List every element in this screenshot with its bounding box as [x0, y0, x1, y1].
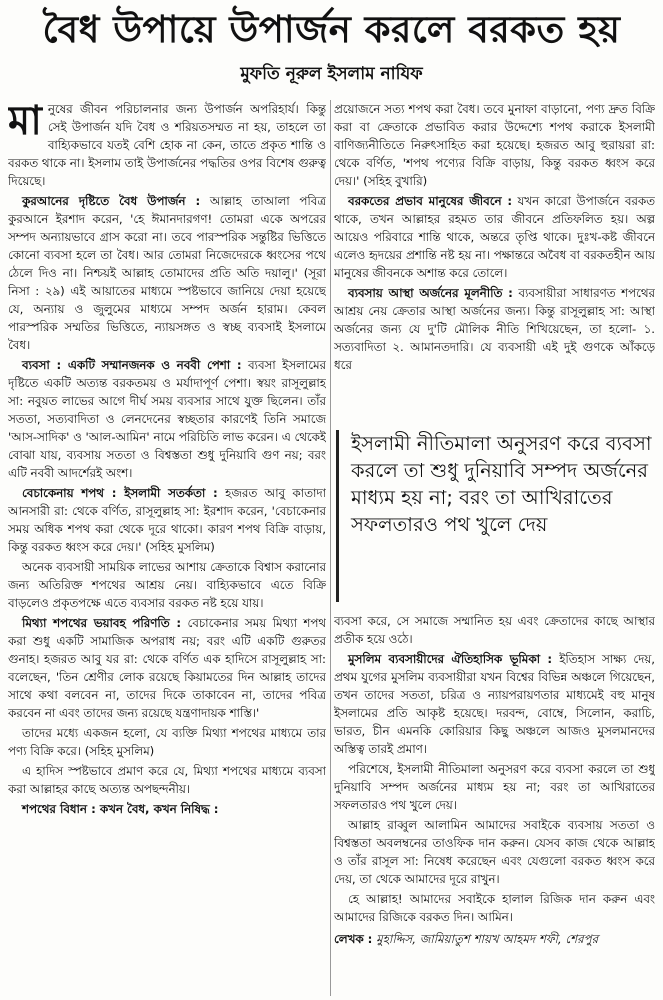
section-heading: বেচাকেনায় শপথ : ইসলামী সতর্কতা : — [22, 486, 218, 500]
pull-quote: ইসলামী নীতিমালা অনুসরণ করে ব্যবসা করলে তা শুধু দুনিয়াবি সম্পদ অর্জনের মাধ্যম হয় না; বরং তা আখিরাতের সফলতারও পথ খুলে দেয় — [336, 430, 656, 602]
section-paragraph — [8, 724, 326, 760]
headline: বৈধ উপায়ে উপার্জন করলে বরকত হয় — [42, 8, 621, 51]
author-byline: মুফতি নূরুল ইসলাম নাযিফ — [240, 64, 423, 84]
section-paragraph — [334, 284, 655, 374]
section-paragraph — [8, 614, 326, 722]
section-text: প্রয়োজনে সত্য শপথ করা বৈধ। তবে মুনাফা বাড়ানো, পণ্য দ্রুত বিক্রি করা বা ক্রেতাকে প্রভাবিত করার উদ্দেশ্যে শপথ করাকে ইসলামী বাণিজ্যনীতিতে নিরুৎসাহিত করা হয়েছে। হজরত আবু হুরায়রা রা: থেকে বর্ণিত, 'শপথ পণ্যের বিক্রি বাড়ায়, কিন্তু বরকত ধ্বংস করে দেয়।' (সহিহ বুখারি) — [334, 102, 655, 188]
section-paragraph — [8, 484, 326, 556]
section-heading: মুসলিম ব্যবসায়ীদের ঐতিহাসিক ভূমিকা : — [348, 652, 553, 666]
section-paragraph — [334, 890, 655, 926]
section-heading: ব্যবসা : একটি সম্মানজনক ও নববী পেশা : — [22, 358, 242, 372]
section-text: পরিশেষে, ইসলামী নীতিমালা অনুসরণ করে ব্যবসা করলে তা শুধু দুনিয়াবি সম্পদ অর্জনের মাধ্যম হয় না; বরং তা আখিরাতের সফলতারও পথ খুলে দেয়। — [334, 762, 655, 812]
section-heading: মিথ্যা শপথের ভয়াবহ পরিণতি : — [22, 616, 182, 630]
section-text: আল্লাহ রাব্বুল আলামিন আমাদের সবাইকে ব্যবসায় সততা ও বিশ্বস্ততা অবলম্বনের তাওফিক দান করুন। যেসব কাজ থেকে আল্লাহ ও তাঁর রাসূল সা: নিষেধ করেছেন এবং যেগুলো বরকত ধ্বংস করে দেয়, তা থেকে আমাদের দূরে রাখুন। — [334, 818, 655, 886]
section-text: হে আল্লাহ! আমাদের সবাইকে হালাল রিজিক দান করুন এবং আমাদের রিজিকে বরকত দিন। আমিন। — [334, 892, 655, 924]
section-text: ব্যবসা ইসলামের দৃষ্টিতে একটি অত্যন্ত বরকতময় ও মর্যাদাপূর্ণ পেশা। স্বয়ং রাসূলুল্লাহ সা: নবুয়ত লাভের আগে দীর্ঘ সময় ব্যবসার সাথে যুক্ত ছিলেন। তাঁর সততা, সত্যবাদিতা ও লেনদেনের স্বচ্ছতার কারণেই তিনি সমাজে 'আস-সাদিক' ও 'আল-আমিন' নামে পরিচিতি লাভ করেন। এ থেকেই বোঝা যায়, ব্যবসায় সততা ও বিশ্বস্ততা শুধু দুনিয়াবি গুণ নয়; বরং এটি নববী আদর্শেরই অংশ। — [8, 358, 326, 480]
section-paragraph — [334, 816, 655, 888]
section-text: এ হাদিস স্পষ্টভাবে প্রমাণ করে যে, মিথ্যা শপথের মাধ্যমে ব্যবসা করা আল্লাহর কাছে অত্যন্ত অপছন্দনীয়। — [8, 764, 326, 796]
section-paragraph — [8, 558, 326, 612]
section-paragraph — [8, 762, 326, 798]
section-text: বেচাকেনার সময় মিথ্যা শপথ করা শুধু একটি সামাজিক অপরাধ নয়; বরং এটি একটি গুরুতর গুনাহ। হজরত আবু যর রা: থেকে বর্ণিত এক হাদিসে রাসূলুল্লাহ সা: বলেছেন, 'তিন শ্রেণীর লোক রয়েছে কিয়ামতের দিন আল্লাহ তাদের সাথে কথা বলবেন না, তাদের দিকে তাকাবেন না, তাদের পবিত্র করবেন না এবং তাদের জন্য রয়েছে যন্ত্রণাদায়ক শাস্তি।' — [8, 616, 326, 720]
section-text: ব্যবসায়ীরা সাধারণত শপথের আশ্রয় নেয় ক্রেতার আস্থা অর্জনের জন্য। কিন্তু রাসূলুল্লাহ সা: আস্থা অর্জনের জন্য যে দু'টি মৌলিক নীতি শিখিয়েছেন, তা হলো- ১. সত্যবাদিতা ২. আমানতদারি। যে ব্যবসায়ী এই দুই গুণকে আঁকড়ে ধরে — [334, 286, 655, 372]
section-text: যখন কারো উপার্জনে বরকত থাকে, তখন আল্লাহর রহমত তার জীবনে প্রতিফলিত হয়। অল্প আয়েও পরিবারে শান্তি থাকে, অন্তরে তৃপ্তি থাকে। দুঃখ-কষ্ট জীবনে এলেও হৃদয়ের প্রশান্তি নষ্ট হয় না। পক্ষান্তরে অবৈধ বা বরকতহীন আয় মানুষের জীবনকে অশান্ত করে তোলে। — [334, 194, 655, 280]
section-text: আল্লাহ তাআলা পবিত্র কুরআনে ইরশাদ করেন, 'হে ঈমানদারগণ! তোমরা একে অপরের সম্পদ অন্যায়ভাবে গ্রাস করো না। তবে পারস্পরিক সন্তুষ্টির ভিত্তিতে কোনো ব্যবসা হলে তা বৈধ। আর তোমরা নিজেদেরকে ধ্বংসের পথে ঠেলে দিও না। নিশ্চয়ই আল্লাহ তোমাদের প্রতি অতি দয়ালু।' (সূরা নিসা : ২৯) এই আয়াতের মাধ্যমে স্পষ্টভাবে জানিয়ে দেয়া হয়েছে যে, অন্যায় ও জুলুমের মাধ্যমে সম্পদ অর্জন হারাম। কেবল পারস্পরিক সম্মতির ভিত্তিতে, ন্যায়সঙ্গত ও স্বচ্ছ ব্যবসাই ইসলামে বৈধ। — [8, 194, 326, 352]
section-paragraph — [334, 192, 655, 282]
drop-cap: মা — [8, 100, 42, 144]
section-paragraph — [334, 650, 655, 758]
section-heading: কুরআনের দৃষ্টিতে বৈধ উপার্জন : — [22, 194, 201, 208]
credit-label: লেখক : — [334, 932, 373, 946]
section-text: তাদের মধ্যে একজন হলো, যে ব্যক্তি মিথ্যা শপথের মাধ্যমে তার পণ্য বিক্রি করে। (সহিহ মুসলিম) — [8, 726, 326, 758]
section-heading: ব্যবসায় আস্থা অর্জনের মূলনীতি : — [348, 286, 513, 300]
section-paragraph — [8, 356, 326, 482]
right-column-bottom — [334, 612, 655, 996]
section-text: ব্যবসা করে, সে সমাজে সম্মানিত হয় এবং ক্রেতাদের কাছে আস্থার প্রতীক হয়ে ওঠে। — [334, 614, 655, 646]
section-text: হজরত আবু কাতাদা আনসারী রা: থেকে বর্ণিত, রাসূলুল্লাহ সা: ইরশাদ করেন, 'বেচাকেনার সময় অধিক শপথ করা থেকে দূরে থাকো। কারণ শপথ বিক্রি বাড়ায়, কিন্তু বরকত ধ্বংস করে দেয়।' (সহিহ মুসলিম) — [8, 486, 326, 554]
section-paragraph — [334, 760, 655, 814]
section-text: ইতিহাস সাক্ষ্য দেয়, প্রথম যুগের মুসলিম ব্যবসায়ীরা যখন বিশ্বের বিভিন্ন অঞ্চলে গিয়েছেন, তখন তাদের সততা, চরিত্র ও ন্যায়পরায়ণতার মাধ্যমেই বহু মানুষ ইসলামের প্রতি আকৃষ্ট হয়েছে। দরবন্দ, বোম্বে, সিলোন, করাচি, ভারত, চীন এমনকি কোরিয়ার কিছু অঞ্চলে আজও মুসলমানদের অস্তিত্ব তারই প্রমাণ। — [334, 652, 655, 756]
section-paragraph — [334, 612, 655, 648]
right-column-top — [334, 100, 655, 422]
section-paragraph — [8, 800, 326, 818]
author-credit — [334, 930, 655, 948]
section-heading: শপথের বিধান : কখন বৈধ, কখন নিষিদ্ধ : — [22, 802, 219, 816]
section-paragraph — [334, 100, 655, 190]
intro-paragraph — [8, 100, 326, 190]
section-heading: বরকতের প্রভাব মানুষের জীবনে : — [348, 194, 513, 208]
column-divider — [330, 100, 331, 996]
credit-text: মুহাদ্দিস, জামিয়াতুশ শায়খ আহমদ শফী, শেরপুর — [376, 932, 599, 946]
left-column — [8, 100, 326, 996]
intro-text: নুষের জীবন পরিচালনার জন্য উপার্জন অপরিহার্য। কিন্তু সেই উপার্জন যদি বৈধ ও শরিয়তসম্মত না হয়, তাহলে তা বাহ্যিকভাবে যতই বেশি হোক না কেন, তাতে প্রকৃত শান্তি ও বরকত থাকে না। ইসলাম তাই উপার্জনের পদ্ধতির ওপর বিশেষ গুরুত্ব দিয়েছে। — [8, 102, 326, 188]
section-text: অনেক ব্যবসায়ী সাময়িক লাভের আশায় ক্রেতাকে বিশ্বাস করানোর জন্য অতিরিক্ত শপথের আশ্রয় নেয়। বাহ্যিকভাবে এতে বিক্রি বাড়লেও প্রকৃতপক্ষে এতে ব্যবসার বরকত নষ্ট হয়ে যায়। — [8, 560, 326, 610]
section-paragraph — [8, 192, 326, 354]
